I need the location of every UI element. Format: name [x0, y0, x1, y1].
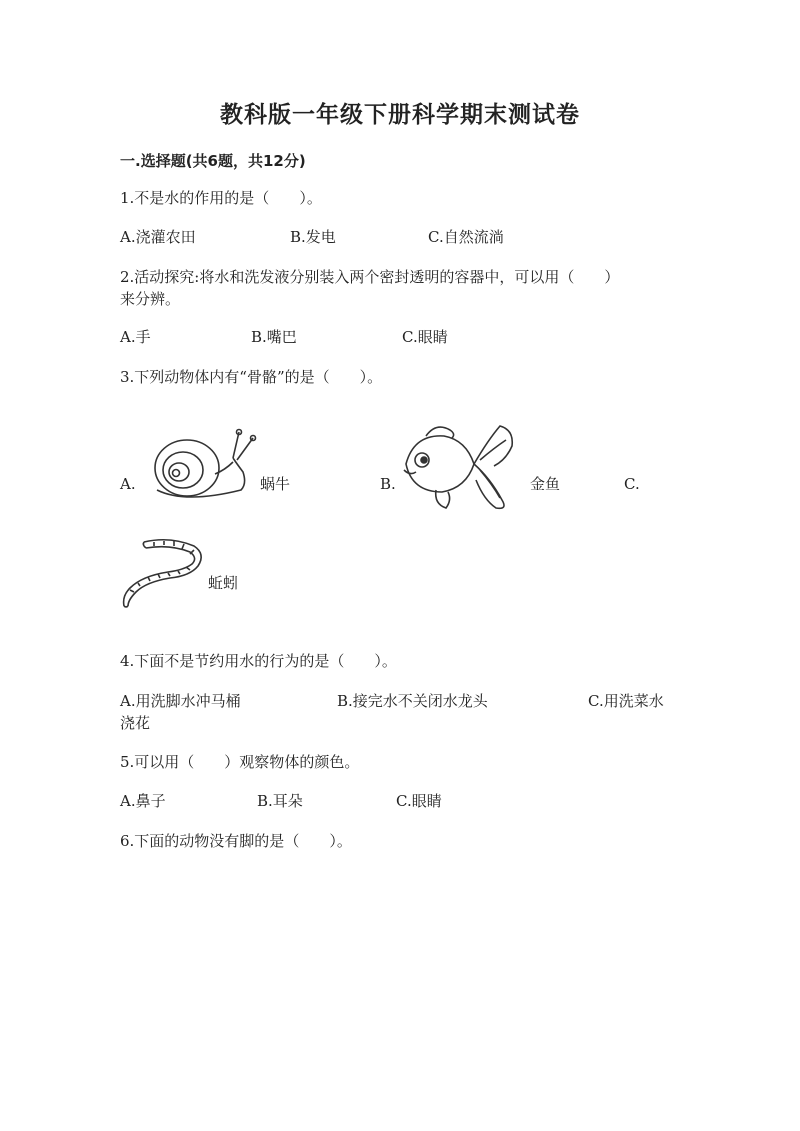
snail-icon — [145, 428, 257, 504]
question-2-line1: 2.活动探究:将水和洗发液分别装入两个密封透明的容器中，可以用（ ） — [120, 268, 620, 286]
page-title: 教科版一年级下册科学期末测试卷 — [220, 101, 580, 128]
q3-option-a[interactable]: A. — [120, 475, 136, 493]
section-heading: 一.选择题(共6题，共12分) — [120, 152, 306, 170]
q5-option-b[interactable]: B.耳朵 — [257, 792, 303, 810]
question-2-line2: 来分辨。 — [120, 290, 181, 308]
question-1: 1.不是水的作用的是（ ）。 — [120, 189, 322, 207]
q4-option-c[interactable]: C.用洗菜水 — [588, 692, 664, 710]
question-4: 4.下面不是节约用水的行为的是（ ）。 — [120, 652, 397, 670]
q1-option-c[interactable]: C.自然流淌 — [428, 228, 504, 246]
q3-caption-snail: 蜗牛 — [260, 475, 291, 493]
q1-option-a[interactable]: A.浇灌农田 — [120, 228, 196, 246]
q3-option-b[interactable]: B. — [380, 475, 396, 493]
goldfish-icon — [396, 420, 520, 514]
q5-option-a[interactable]: A.鼻子 — [120, 792, 166, 810]
q4-option-b[interactable]: B.接完水不关闭水龙头 — [337, 692, 488, 710]
q5-option-c[interactable]: C.眼睛 — [396, 792, 442, 810]
question-6: 6.下面的动物没有脚的是（ ）。 — [120, 832, 352, 850]
question-5: 5.可以用（ ）观察物体的颜色。 — [120, 753, 360, 771]
q4-option-a[interactable]: A.用洗脚水冲马桶 — [120, 692, 241, 710]
q3-caption-earthworm: 蚯蚓 — [208, 574, 239, 592]
q3-option-c[interactable]: C. — [624, 475, 640, 493]
q2-option-a[interactable]: A.手 — [120, 328, 151, 346]
q2-option-c[interactable]: C.眼睛 — [402, 328, 448, 346]
earthworm-icon — [120, 534, 210, 610]
q3-caption-goldfish: 金鱼 — [530, 475, 561, 493]
q2-option-b[interactable]: B.嘴巴 — [251, 328, 297, 346]
q4-option-c-line2: 浇花 — [120, 714, 151, 732]
question-3: 3.下列动物体内有“骨骼”的是（ ）。 — [120, 368, 383, 386]
q1-option-b[interactable]: B.发电 — [290, 228, 336, 246]
